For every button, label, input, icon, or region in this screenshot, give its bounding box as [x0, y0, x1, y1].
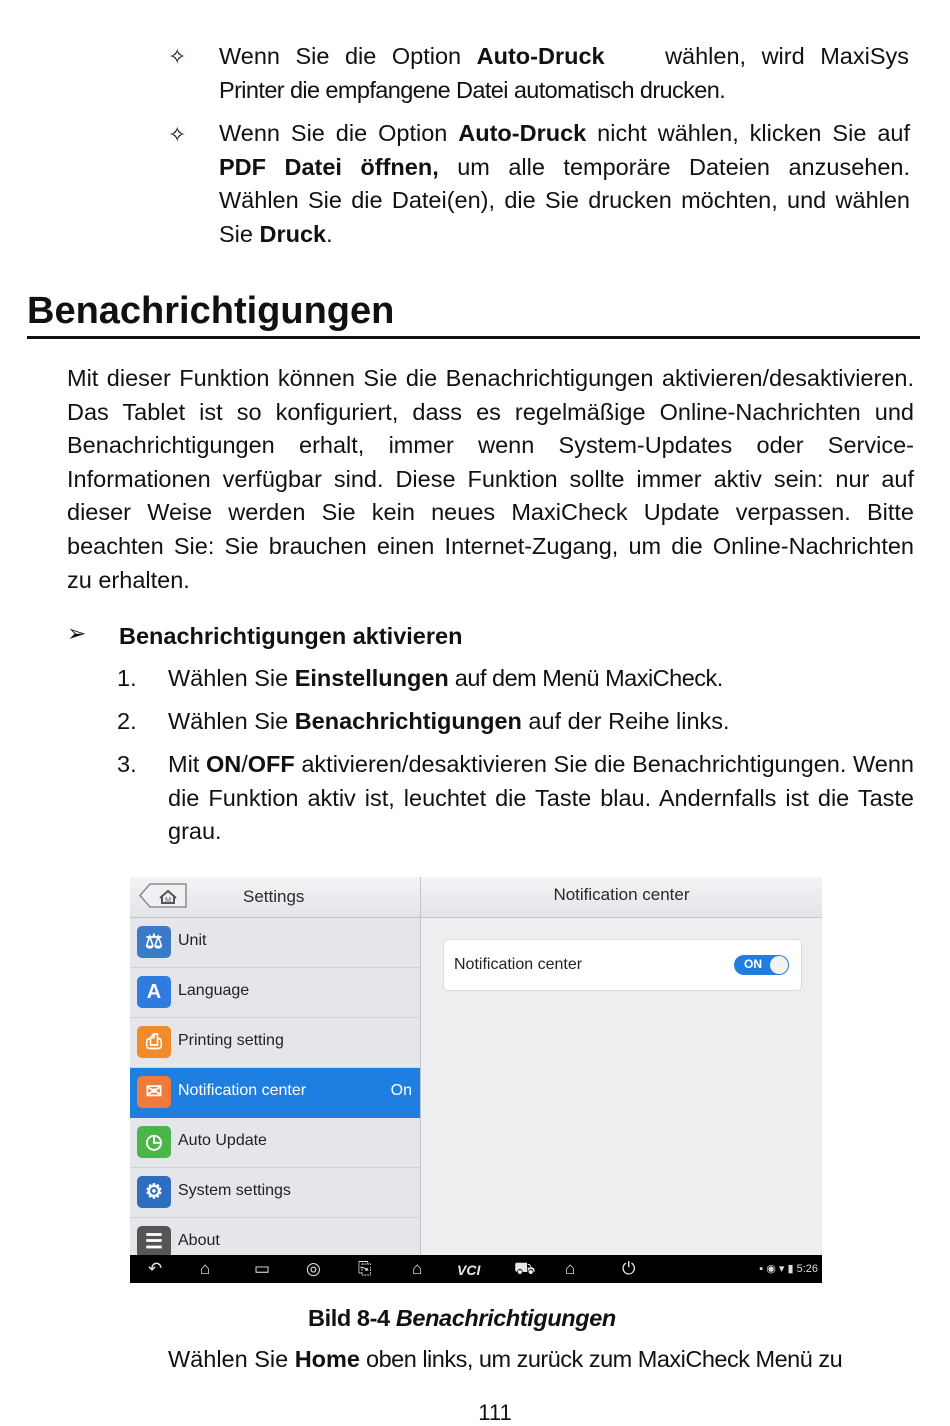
- bold-term: Benachrichtigungen: [294, 708, 522, 734]
- screenshot-icon[interactable]: ⎘: [358, 1259, 372, 1278]
- step-number: 2.: [117, 708, 137, 734]
- text-run: wählen, wird MaxiSys: [665, 43, 909, 69]
- bold-term: Auto-Druck: [458, 120, 587, 146]
- sidebar-item-value: On: [390, 1082, 412, 1099]
- text-run: /: [241, 751, 248, 777]
- step-1-text: [168, 662, 914, 696]
- step-number: 1.: [117, 665, 137, 691]
- text-run: oben links, um zurück zum MaxiCheck Menü zu: [360, 1346, 843, 1372]
- bold-term: PDF Datei öffnen,: [219, 153, 439, 180]
- back-icon[interactable]: ↶: [148, 1259, 163, 1278]
- arrow-marker: ➢: [67, 620, 87, 646]
- intro-paragraph: Mit dieser Funktion können Sie die Benachrichtigungen aktivieren/desaktivieren. Das Tablet ist so konfiguriert, dass es regelmäßige Online-Nachrichten und Benachrichtigungen erhalt, immer wenn System-Updates oder Service-Informationen verfügbar sind. Diese Funktion sollte immer aktiv sein: nur auf dieser Weise werden Sie kein neues MaxiCheck Update verpassen. Bitte beachten Sie: Sie brauchen einen Internet-Zugang, um die Online-Nachrichten zu erhalten.: [67, 365, 914, 593]
- bold-term: Home: [294, 1346, 360, 1372]
- clock-icon: ◷: [137, 1126, 171, 1158]
- bullet-1-line-1: [219, 40, 909, 74]
- text-run: Wählen Sie: [168, 1346, 295, 1372]
- shop-icon[interactable]: ⌂: [565, 1259, 576, 1278]
- recent-apps-icon[interactable]: ▭: [254, 1259, 271, 1278]
- letter-a-icon: A: [137, 976, 171, 1008]
- subsection-heading: Benachrichtigungen aktivieren: [119, 623, 463, 649]
- car-icon[interactable]: ⛟: [514, 1259, 536, 1278]
- maxicheck-home-icon[interactable]: ⌂: [412, 1259, 423, 1278]
- text-run: .: [326, 220, 333, 247]
- figure-caption: [308, 1302, 616, 1336]
- status-time: [759, 1262, 818, 1275]
- bold-term: Einstellungen: [294, 665, 449, 691]
- settings-sidebar: [130, 877, 420, 1255]
- sidebar-item-auto-update[interactable]: [130, 1118, 420, 1168]
- bullet-2-text: [219, 117, 910, 251]
- text-run: Wenn Sie die Option: [219, 43, 477, 69]
- notification-card: [443, 939, 802, 991]
- text-run: nicht wählen, klicken Sie auf: [586, 120, 910, 146]
- sidebar-item-notification-center[interactable]: [130, 1068, 420, 1118]
- browser-icon[interactable]: ◎: [306, 1259, 321, 1278]
- bullet-1-line-2: Printer die empfangene Datei automatisch drucken.: [219, 77, 726, 103]
- bold-term: Auto-Druck: [476, 43, 605, 69]
- toggle-label: ON: [744, 957, 762, 971]
- bold-term: ON: [205, 751, 242, 777]
- toggle-knob: [770, 956, 788, 974]
- home-back-icon[interactable]: [138, 882, 188, 909]
- sidebar-item-printing-setting[interactable]: [130, 1018, 420, 1068]
- card-label: Notification center: [454, 956, 583, 973]
- page-number: 111: [478, 1400, 512, 1425]
- sidebar-item-system-settings[interactable]: [130, 1168, 420, 1218]
- text-run: Wählen Sie: [168, 665, 295, 691]
- settings-screenshot: [130, 877, 822, 1283]
- sidebar-item-label: Language: [178, 982, 250, 999]
- pane-title: Notification center: [553, 885, 690, 904]
- home-icon[interactable]: ⌂: [200, 1259, 211, 1278]
- sidebar-item-label: Auto Update: [178, 1132, 267, 1149]
- caption-title: Benachrichtigungen: [395, 1305, 616, 1331]
- sidebar-item-label: Printing setting: [178, 1032, 284, 1049]
- sidebar-item-label: About: [178, 1232, 220, 1249]
- power-icon[interactable]: ⏻: [622, 1259, 636, 1278]
- sidebar-title: Settings: [243, 887, 305, 906]
- step-3-text: [168, 748, 914, 849]
- notification-toggle[interactable]: [734, 955, 789, 975]
- bold-term: Druck: [259, 220, 327, 247]
- android-navbar: [130, 1255, 822, 1283]
- bullet-marker: ✧: [168, 122, 187, 147]
- sidebar-item-language[interactable]: [130, 968, 420, 1018]
- gear-icon: ⚙: [137, 1176, 171, 1208]
- section-heading: Benachrichtigungen: [27, 288, 920, 339]
- text-run: auf der Reihe links.: [521, 708, 730, 734]
- sidebar-item-label: System settings: [178, 1182, 291, 1199]
- vci-icon[interactable]: VCI: [457, 1262, 481, 1278]
- trailing-text: [168, 1343, 928, 1377]
- text-run: um alle temporäre Dateien anzusehen. Wählen Sie die Datei(en), die Sie drucken möchten, und wählen Sie: [219, 153, 910, 247]
- sidebar-item-unit[interactable]: [130, 918, 420, 968]
- text-run: Wenn Sie die Option: [219, 120, 459, 146]
- svg-text:M: M: [165, 897, 171, 904]
- sidebar-item-label: Notification center: [178, 1082, 307, 1099]
- sidebar-item-label: Unit: [178, 932, 207, 949]
- bold-term: OFF: [247, 751, 295, 777]
- step-2-text: [168, 705, 914, 739]
- document-icon: ☰: [137, 1226, 171, 1258]
- printer-icon: ⎙: [137, 1026, 171, 1058]
- pane-header: [421, 877, 822, 918]
- caption-number: Bild 8-4: [308, 1305, 390, 1331]
- text-run: Wählen Sie: [168, 708, 295, 734]
- text-run: auf dem Menü MaxiCheck.: [448, 665, 723, 691]
- bullet-marker: ✧: [168, 44, 187, 69]
- clock-text: 5:26: [796, 1263, 818, 1275]
- notification-pane: [421, 877, 822, 1255]
- step-number: 3.: [117, 751, 137, 777]
- notification-icon: ✉: [137, 1076, 171, 1108]
- wifi-battery-icon: ▪ ◉ ▾ ▮: [759, 1263, 794, 1275]
- sidebar-header: [130, 877, 420, 918]
- text-run: Mit: [168, 751, 206, 777]
- scale-icon: ⚖: [137, 926, 171, 958]
- text-run: aktivieren/desaktivieren Sie die Benachrichtigungen. Wenn die Funktion aktiv ist, leuchtet die Taste blau. Andernfalls ist die Taste grau.: [168, 751, 914, 845]
